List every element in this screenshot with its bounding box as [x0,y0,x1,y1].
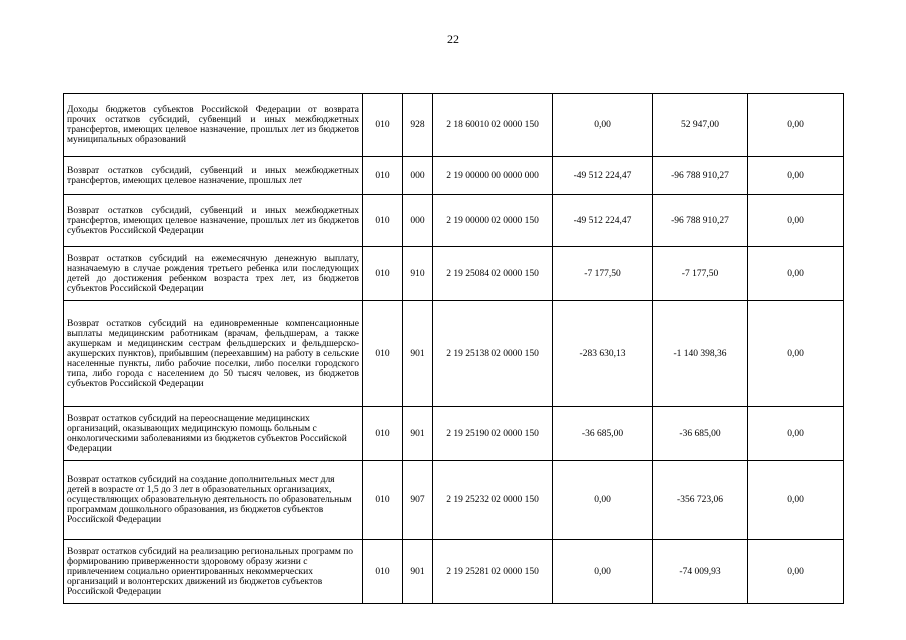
code-column-1: 010 [363,247,403,301]
table-row [64,94,844,157]
code-column-1: 010 [363,461,403,540]
row-description: Возврат остатков субсидий на ежемесячную денежную выплату, назначаемую в случае рождения третьего ребенка или последующих детей до достижения ребенком возраста трех лет, из бюджетов субъектов Российской Федерации [64,247,363,301]
code-column-2: 901 [403,407,433,461]
value-column-3: 0,00 [748,195,844,247]
value-column-1: 0,00 [553,461,653,540]
budget-table [63,93,844,604]
table-row [64,195,844,247]
value-column-3: 0,00 [748,247,844,301]
code-column-2: 928 [403,94,433,157]
budget-classification-code: 2 19 25232 02 0000 150 [433,461,553,540]
code-column-1: 010 [363,407,403,461]
code-column-1: 010 [363,301,403,407]
value-column-3: 0,00 [748,461,844,540]
table-row [64,247,844,301]
page-number: 22 [447,32,459,46]
value-column-2: -7 177,50 [653,247,748,301]
value-column-2: -36 685,00 [653,407,748,461]
table-row [64,540,844,604]
value-column-2: -74 009,93 [653,540,748,604]
value-column-3: 0,00 [748,157,844,195]
value-column-2: 52 947,00 [653,94,748,157]
table-row [64,407,844,461]
row-description: Возврат остатков субсидий на единовременные компенсационные выплаты медицинским работникам (врачам, фельдшерам, а также акушеркам и медицинским сестрам фельдшерских и фельдшерско-акушерских пунктов), прибывшим (переехавшим) на работу в сельские населенные пункты, либо рабочие поселки, либо поселки городского типа, либо города с населением до 50 тысяч человек, из бюджетов субъектов Российской Федерации [64,301,363,407]
value-column-3: 0,00 [748,301,844,407]
value-column-1: -283 630,13 [553,301,653,407]
value-column-2: -356 723,06 [653,461,748,540]
value-column-1: 0,00 [553,540,653,604]
value-column-1: -49 512 224,47 [553,157,653,195]
code-column-1: 010 [363,157,403,195]
table-row [64,157,844,195]
row-description: Возврат остатков субсидий, субвенций и иных межбюджетных трансфертов, имеющих целевое назначение, прошлых лет из бюджетов субъектов Российской Федерации [64,195,363,247]
value-column-3: 0,00 [748,407,844,461]
value-column-2: -1 140 398,36 [653,301,748,407]
budget-classification-code: 2 19 25281 02 0000 150 [433,540,553,604]
value-column-1: -7 177,50 [553,247,653,301]
code-column-2: 000 [403,195,433,247]
row-description: Возврат остатков субсидий на реализацию региональных программ по формированию приверженности здоровому образу жизни с привлечением социально ориентированных некоммерческих организаций и волонтерских движений из бюджетов субъектов Российской Федерации [64,540,363,604]
row-description: Возврат остатков субсидий на переоснащение медицинских организаций, оказывающих медицинскую помощь больным с онкологическими заболеваниями из бюджетов субъектов Российской Федерации [64,407,363,461]
code-column-1: 010 [363,540,403,604]
value-column-1: -49 512 224,47 [553,195,653,247]
code-column-2: 907 [403,461,433,540]
table-row [64,301,844,407]
budget-classification-code: 2 19 25190 02 0000 150 [433,407,553,461]
code-column-1: 010 [363,195,403,247]
budget-classification-code: 2 18 60010 02 0000 150 [433,94,553,157]
value-column-2: -96 788 910,27 [653,195,748,247]
budget-classification-code: 2 19 25138 02 0000 150 [433,301,553,407]
row-description: Возврат остатков субсидий на создание дополнительных мест для детей в возрасте от 1,5 до 3 лет в образовательных организациях, осуществляющих образовательную деятельность по образовательным программам дошкольного образования, из бюджетов субъектов Российской Федерации [64,461,363,540]
value-column-2: -96 788 910,27 [653,157,748,195]
code-column-2: 910 [403,247,433,301]
value-column-3: 0,00 [748,94,844,157]
budget-classification-code: 2 19 00000 00 0000 000 [433,157,553,195]
budget-classification-code: 2 19 00000 02 0000 150 [433,195,553,247]
row-description: Доходы бюджетов субъектов Российской Федерации от возврата прочих остатков субсидий, субвенций и иных межбюджетных трансфертов, имеющих целевое назначение, прошлых лет из бюджетов муниципальных образований [64,94,363,157]
code-column-2: 901 [403,301,433,407]
value-column-3: 0,00 [748,540,844,604]
value-column-1: -36 685,00 [553,407,653,461]
budget-classification-code: 2 19 25084 02 0000 150 [433,247,553,301]
code-column-1: 010 [363,94,403,157]
value-column-1: 0,00 [553,94,653,157]
row-description: Возврат остатков субсидий, субвенций и иных межбюджетных трансфертов, имеющих целевое назначение, прошлых лет [64,157,363,195]
table-row [64,461,844,540]
code-column-2: 000 [403,157,433,195]
code-column-2: 901 [403,540,433,604]
